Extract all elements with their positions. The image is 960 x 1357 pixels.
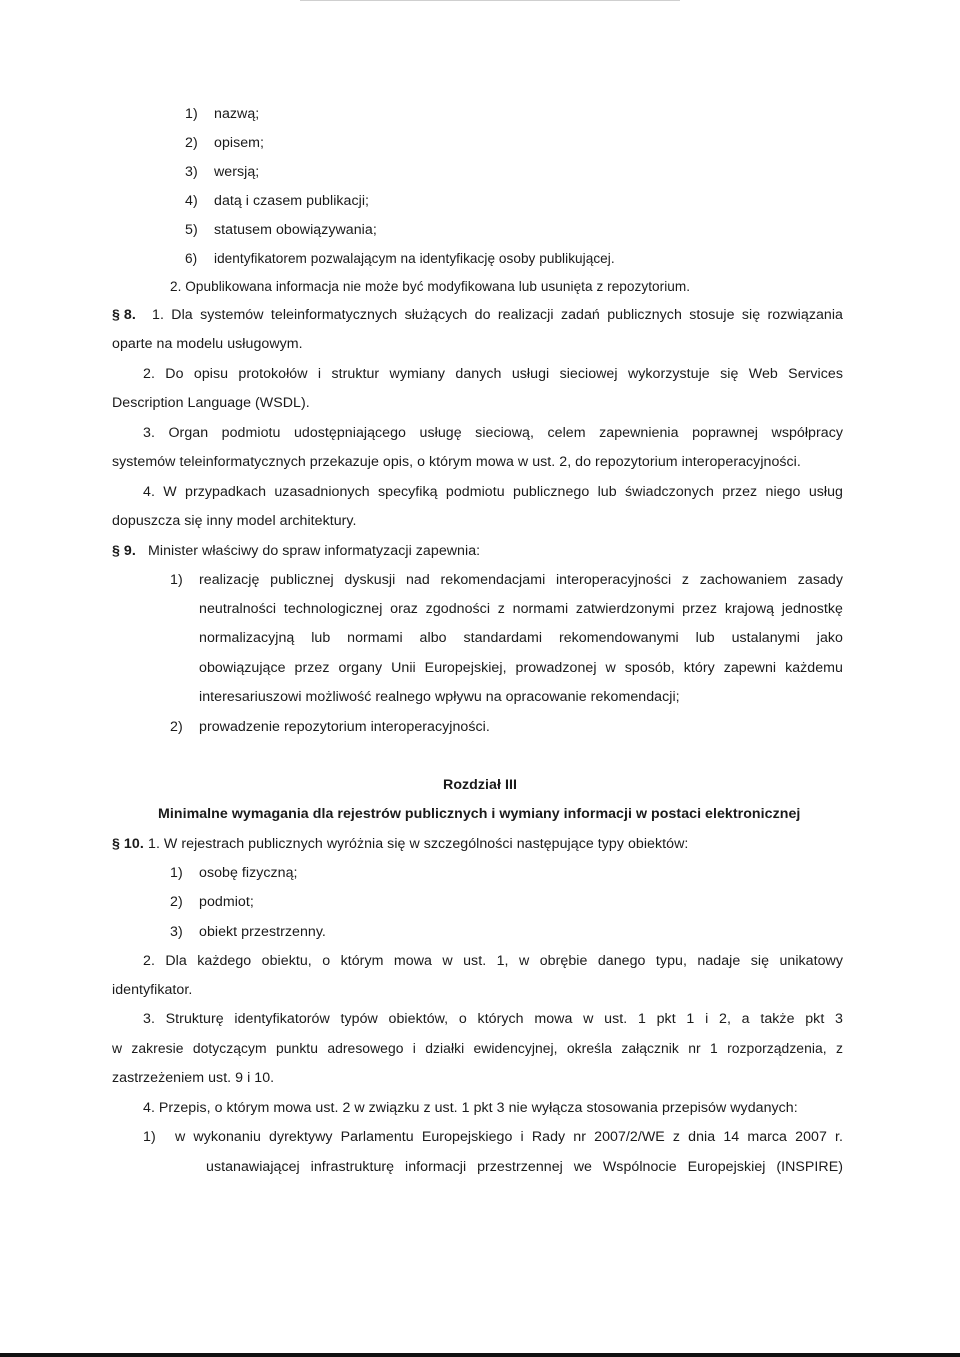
list-item: [185, 249, 615, 269]
s9-item2-text: prowadzenie repozytorium interoperacyjności.: [199, 719, 490, 735]
s10-p3-line2: w zakresie dotyczącym punktu adresowego i działki ewidencyjnej, określa załącznik nr 1 rozporządzenia, z: [112, 1040, 843, 1056]
list-item: [170, 863, 298, 883]
s9-item1-line3: normalizacyjną lub normami albo standardami rekomendowanymi lub ustalanymi jako: [199, 630, 843, 646]
list-item-text: nazwą;: [214, 106, 260, 122]
s10-p1: 1. W rejestrach publicznych wyróżnia się w szczególności następujące typy obiektów:: [148, 836, 689, 852]
list-item: [185, 104, 259, 124]
s10-p4: 4. Przepis, o którym mowa ust. 2 w związku z ust. 1 pkt 3 nie wyłącza stosowania przepisów wydanych:: [143, 1100, 798, 1116]
list-item: [170, 892, 254, 912]
s9-item1-line1: realizację publicznej dyskusji nad rekomendacjami interoperacyjności z zachowaniem zasady: [199, 572, 843, 588]
list-item-text: wersją;: [214, 164, 260, 180]
s9-intro: Minister właściwy do spraw informatyzacji zapewnia:: [148, 543, 481, 559]
s10-p4-item1-line2: ustanawiającej infrastrukturę informacji przestrzennej we Wspólnocie Europejskiej (INSPIRE): [206, 1159, 843, 1175]
s10-p3-line3: zastrzeżeniem ust. 9 i 10.: [112, 1070, 275, 1086]
list-item-text: podmiot;: [199, 894, 254, 910]
s8-p4-line1: 4. W przypadkach uzasadnionych specyfiką podmiotu publicznego lub świadczonych przez niego usług: [143, 484, 843, 500]
list-item-number: 2): [170, 894, 183, 910]
list-item: [185, 133, 264, 153]
list-item-text: opisem;: [214, 135, 265, 151]
s10-p4-item1-line1: w wykonaniu dyrektywy Parlamentu Europejskiego i Rady nr 2007/2/WE z dnia 14 marca 2007 r.: [175, 1129, 843, 1145]
list-item-text: statusem obowiązywania;: [214, 222, 377, 238]
s9-item1-line2: neutralności technologicznej oraz zgodności z normami zatwierdzonymi przez krajową jednostkę: [199, 601, 843, 617]
list-item-text: datą i czasem publikacji;: [214, 193, 370, 209]
s8-p1-line1: 1. Dla systemów teleinformatycznych służących do realizacji zadań publicznych stosuje się rozwiązania: [152, 307, 843, 323]
list-item-number: 1): [170, 865, 183, 881]
list-item-text: osobę fizyczną;: [199, 865, 298, 881]
list-item-number: 2): [185, 135, 198, 151]
chapter-subtitle: Minimalne wymagania dla rejestrów publicznych i wymiany informacji w postaci elektronicznej: [158, 806, 801, 822]
list-item-number: 3): [185, 164, 198, 180]
s9-item1-number: 1): [170, 572, 183, 588]
s8-p2-line1: 2. Do opisu protokołów i struktur wymiany danych usługi sieciowej wykorzystuje się Web Services: [143, 366, 843, 382]
s8-p2-line2: Description Language (WSDL).: [112, 395, 310, 411]
s10-p4-item1-number: 1): [143, 1129, 156, 1145]
section-mark-10: § 10.: [112, 836, 144, 852]
s9-item1-line4: obowiązujące przez organy Unii Europejskiej, prowadzonej w sposób, który zapewni każdemu: [199, 660, 843, 676]
list-item: [170, 922, 326, 942]
list-item-number: 4): [185, 193, 198, 209]
list-item-text: identyfikatorem pozwalającym na identyfikację osoby publikującej.: [214, 251, 615, 266]
paragraph-2: 2. Opublikowana informacja nie może być modyfikowana lub usunięta z repozytorium.: [170, 279, 691, 294]
list-item: [185, 191, 369, 211]
list-item-number: 1): [185, 106, 198, 122]
s8-p4-line2: dopuszcza się inny model architektury.: [112, 513, 357, 529]
scan-bottom-edge: [0, 1353, 960, 1357]
list-item-text: obiekt przestrzenny.: [199, 924, 326, 940]
list-item-number: 6): [185, 251, 198, 266]
list-item-number: 5): [185, 222, 198, 238]
section-mark-9: § 9.: [112, 543, 136, 559]
s9-item2-number: 2): [170, 719, 183, 735]
top-scan-rule: [300, 0, 680, 1]
s8-p1-line2: oparte na modelu usługowym.: [112, 336, 303, 352]
section-mark-8: § 8.: [112, 307, 136, 323]
s10-p3-line1: 3. Strukturę identyfikatorów typów obiektów, o których mowa w ust. 1 pkt 1 i 2, a także pkt 3: [143, 1011, 843, 1027]
s10-p2-line2: identyfikator.: [112, 982, 193, 998]
list-item-number: 3): [170, 924, 183, 940]
list-item: [185, 162, 259, 182]
s10-p2-line1: 2. Dla każdego obiektu, o którym mowa w ust. 1, w obrębie danego typu, nadaje się unikatowy: [143, 953, 843, 969]
list-item: [185, 220, 377, 240]
chapter-title: Rozdział III: [443, 777, 517, 793]
s9-item1-line5: interesariuszowi możliwość realnego wpływu na opracowanie rekomendacji;: [199, 689, 680, 705]
s8-p3-line2: systemów teleinformatycznych przekazuje opis, o którym mowa w ust. 2, do repozytorium interoperacyjności.: [112, 454, 801, 470]
s8-p3-line1: 3. Organ podmiotu udostępniającego usługę sieciową, celem zapewnienia poprawnej współpracy: [143, 425, 843, 441]
